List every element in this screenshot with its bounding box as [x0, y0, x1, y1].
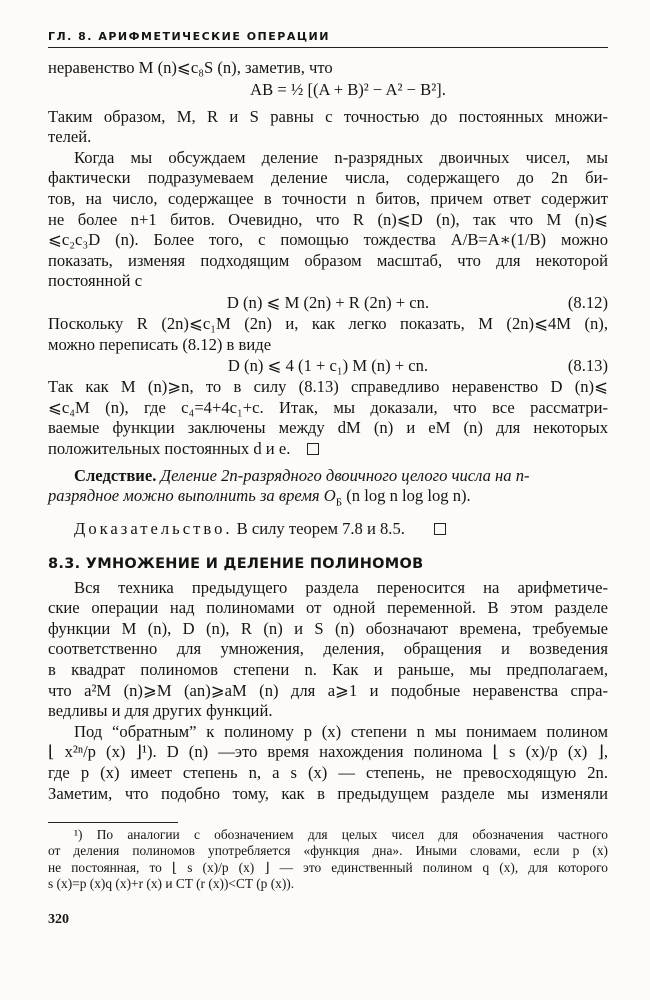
equation-number: (8.13) [567, 356, 608, 376]
paragraph-text: положительных постоянных d и e. [48, 438, 291, 458]
qed-square-icon [434, 523, 446, 535]
paragraph-line: Таким образом, M, R и S равны с точностью до постоянных множи- [48, 106, 608, 126]
qed-square-icon [307, 443, 319, 455]
paragraph-line: ⩽c₂c₃D (n). Более того, с помощью тождества A/B=A∗(1/B) можно [48, 230, 608, 250]
proof-text: В силу теорем 7.8 и 8.5. [232, 519, 405, 538]
book-page [48, 30, 608, 928]
paragraph-line: ские операции над полиномами от одной переменной. В этом разделе [48, 598, 608, 618]
footnote-line: s (x)=p (x)q (x)+r (x) и CT (r (x))<CT (p (x)). [48, 875, 295, 891]
paragraph-line: Вся техника предыдущего раздела переносится на арифметиче- [74, 577, 608, 597]
equation-8-12 [48, 292, 608, 314]
corollary-subscript: Б [335, 496, 343, 509]
footnote-rule [48, 822, 178, 823]
paragraph-line: Под “обратным” к полиному p (x) степени n мы понимаем полином [74, 721, 608, 741]
proof-label: Доказательство. [74, 519, 233, 538]
running-head: ГЛ. 8. АРИФМЕТИЧЕСКИЕ ОПЕРАЦИИ [48, 30, 608, 48]
footnote-line: от деления полиномов употребляется «функция дна». Иными словами, если p (x) [48, 843, 608, 859]
corollary-line-1 [48, 466, 608, 487]
page-number: 320 [48, 911, 69, 927]
corollary-line-2 [48, 486, 608, 513]
footnote-line: ¹) По аналогии с обозначением для целых чисел для обозначения частного [74, 827, 608, 843]
paragraph-line: что a²M (n)⩾M (an)⩾aM (n) для a⩾1 и подобные неравенства спра- [48, 680, 608, 700]
corollary-label: Следствие. [74, 465, 157, 485]
paragraph-line: ⌊ x²ⁿ/p (x) ⌋¹). D (n) —это время нахождения полинома ⌊ s (x)/p (x) ⌋, [48, 742, 608, 762]
paragraph-line-with-qed [48, 439, 608, 460]
footnote-line: не постоянная, то ⌊ s (x)/p (x) ⌋ — это единственный полином q (x), для которого [48, 859, 608, 875]
paragraph-line: в квадрат полиномов степени n. Как и раньше, мы предполагаем, [48, 659, 608, 679]
paragraph-line: показать, изменяя подходящим образом масштаб, что для некоторой [48, 250, 608, 270]
paragraph-line: Так как M (n)⩾n, то в силу (8.13) справедливо неравенство D (n)⩽ [48, 377, 608, 397]
paragraph-line: Заметим, что подобно тому, как в предыдущем разделе мы изменяли [48, 783, 608, 803]
corollary-text: разрядное можно выполнить за время O [48, 486, 336, 506]
paragraph-line: ведливы и для других функций. [48, 701, 273, 721]
equation-number: (8.12) [567, 292, 608, 312]
paragraph-line: можно переписать (8.12) в виде [48, 334, 272, 354]
paragraph-line: постоянной c [48, 271, 143, 291]
paragraph-line: где p (x) имеет степень n, а s (x) — степень, не превосходящую 2n. [48, 762, 608, 782]
paragraph-line: Когда мы обсуждаем деление n-разрядных двоичных чисел, мы [74, 147, 608, 167]
equation-expression: D (n) ⩽ 4 (1 + c₁) M (n) + cn. [227, 356, 429, 376]
proof-line [48, 519, 608, 540]
paragraph-line: не более n+1 битов. Очевидно, что R (n)⩽D (n), так что M (n)⩽ [48, 209, 608, 229]
paragraph-line: ⩽c₄M (n), где c₄=4+4c₁+c. Итак, мы доказали, что все рассматри- [48, 397, 608, 417]
intro-line: неравенство M (n)⩽c₈S (n), заметив, что [48, 58, 333, 77]
paragraph-line: функции M (n), D (n), R (n) и S (n) обозначают времена, требуемые [48, 618, 608, 638]
corollary-text-end: (n log n log log n). [342, 486, 471, 506]
paragraph-line: ваемые функции заключены между dM (n) и eM (n) для некоторых [48, 418, 608, 438]
corollary-text: Деление 2n-разрядного двоичного целого числа на n- [156, 465, 530, 485]
section-title: 8.3. УМНОЖЕНИЕ И ДЕЛЕНИЕ ПОЛИНОМОВ [48, 555, 424, 572]
paragraph-line: телей. [48, 127, 92, 147]
equation-8-13 [48, 355, 608, 377]
paragraph-line: тов, на число, содержащее в точности n битов, причем ответ содержит [48, 188, 608, 208]
identity-formula: AB = ½ [(A + B)² − A² − B²]. [250, 79, 446, 99]
equation-expression: D (n) ⩽ M (2n) + R (2n) + cn. [226, 292, 430, 312]
paragraph-line: Поскольку R (2n)⩽c₁M (2n) и, как легко показать, M (2n)⩽4M (n), [48, 313, 608, 333]
paragraph-line: фактически подразумеваем деление числа, содержащего до 2n би- [48, 168, 608, 188]
paragraph-line: соответственно для умножения, деления, обращения и возведения [48, 639, 608, 659]
